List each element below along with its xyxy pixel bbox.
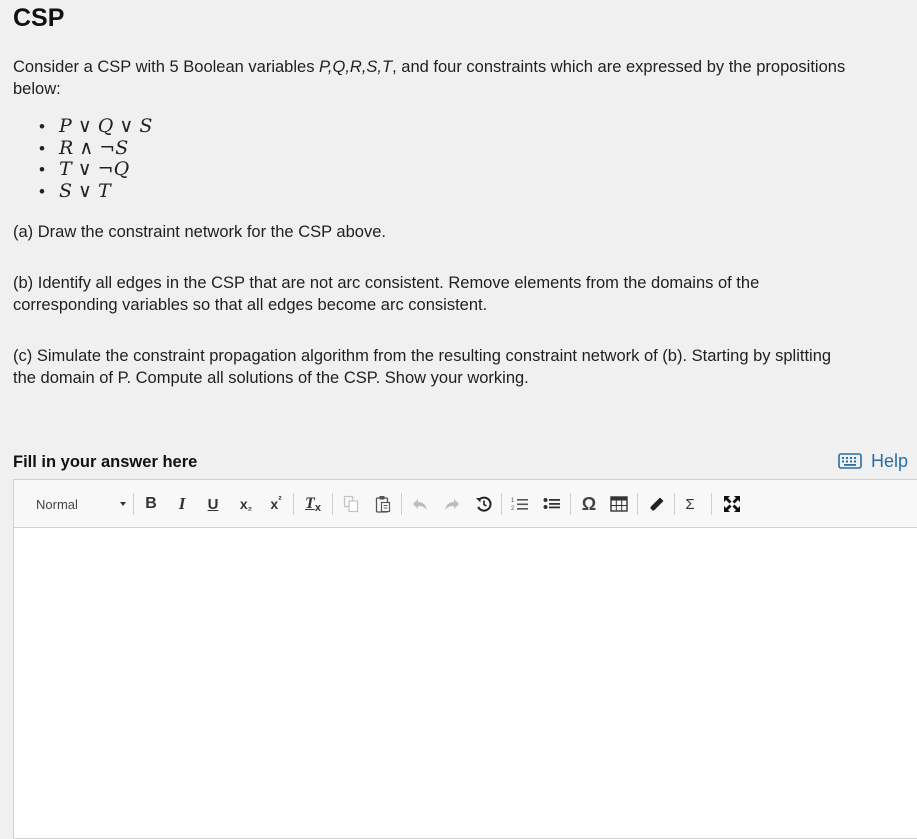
constraint-expression: T ∨ ¬Q: [59, 158, 130, 180]
paste-icon: [375, 495, 391, 513]
svg-text:2: 2: [511, 506, 515, 512]
table-button[interactable]: [608, 492, 630, 516]
bullet-icon: •: [39, 117, 45, 136]
paragraph-format-value: Normal: [36, 496, 78, 512]
numbered-list-icon: [511, 496, 529, 512]
bullet-icon: •: [39, 138, 45, 158]
bold-button[interactable]: [142, 492, 160, 516]
underline-label: U: [207, 495, 219, 513]
help-label: Help: [871, 450, 909, 471]
toolbar-separator: [674, 493, 675, 515]
table-icon: [610, 496, 628, 512]
answer-label: Fill in your answer here: [13, 453, 198, 471]
svg-text:1: 1: [511, 498, 515, 504]
intro-line-1: [13, 56, 917, 78]
part-b-line-2: corresponding variables so that all edges become arc consistent.: [13, 296, 488, 314]
pencil-icon: [649, 496, 665, 512]
constraint-item: [37, 116, 152, 138]
question-part-b: [13, 272, 917, 316]
answer-text-area[interactable]: [14, 528, 917, 838]
superscript-mark: ²: [278, 494, 282, 506]
superscript-label: x: [270, 496, 279, 512]
math-button[interactable]: [680, 492, 700, 516]
question-part-c: [13, 345, 917, 389]
special-character-label: Ω: [581, 493, 597, 514]
redo-icon: [443, 497, 461, 511]
subscript-button[interactable]: [235, 492, 257, 516]
subscript-mark: ₂: [247, 501, 253, 513]
maximize-button[interactable]: [721, 492, 743, 516]
toolbar-separator: [133, 493, 134, 515]
maximize-icon: [723, 495, 741, 513]
bold-label: B: [145, 495, 157, 512]
constraint-item: [37, 159, 152, 181]
toolbar-separator: [501, 493, 502, 515]
remove-format-label: T: [305, 495, 315, 512]
chevron-down-icon: [120, 502, 126, 506]
copy-icon: [343, 495, 359, 513]
part-c-line-1: (c) Simulate the constraint propagation algorithm from the resulting constraint network of (b). Starting by splitting: [13, 347, 832, 365]
bulleted-list-button[interactable]: [541, 492, 563, 516]
intro-variables: P,Q,R,S,T: [319, 58, 393, 76]
bullet-icon: •: [39, 181, 45, 201]
intro-text-before: Consider a CSP with 5 Boolean variables: [13, 58, 320, 76]
toolbar-separator: [401, 493, 402, 515]
toolbar-separator: [293, 493, 294, 515]
remove-format-mark: x: [314, 502, 321, 514]
intro-text-after: , and four constraints which are expressed by the propositions: [392, 58, 846, 76]
bulleted-list-icon: [543, 496, 561, 512]
paragraph-format-select[interactable]: [22, 492, 126, 516]
constraint-expression: S ∨ T: [59, 179, 111, 202]
toolbar-separator: [332, 493, 333, 515]
draw-button[interactable]: [647, 492, 667, 516]
constraint-expression: P ∨ Q ∨ S: [59, 115, 153, 137]
toolbar-separator: [637, 493, 638, 515]
keyboard-icon: [838, 453, 862, 469]
bullet-icon: •: [39, 160, 45, 179]
subscript-label: x: [239, 496, 248, 512]
history-icon: [475, 495, 493, 513]
question-intro: [13, 56, 917, 100]
intro-line-2: below:: [13, 80, 61, 98]
remove-format-button[interactable]: [301, 492, 325, 516]
constraint-item: [37, 138, 152, 160]
undo-button[interactable]: [410, 492, 430, 516]
toolbar-separator: [711, 493, 712, 515]
italic-button[interactable]: [173, 492, 191, 516]
constraint-list: [37, 116, 152, 202]
undo-icon: [411, 497, 429, 511]
italic-label: I: [178, 494, 186, 513]
redo-button[interactable]: [442, 492, 462, 516]
question-part-a: (a) Draw the constraint network for the CSP above.: [13, 223, 386, 241]
math-label: Σ: [685, 495, 695, 513]
part-c-line-2: the domain of P. Compute all solutions of the CSP. Show your working.: [13, 369, 529, 387]
answer-editor: [13, 479, 917, 839]
question-title: CSP: [13, 4, 65, 32]
part-b-line-1: (b) Identify all edges in the CSP that are not arc consistent. Remove elements from the domains of the: [13, 274, 760, 292]
underline-button[interactable]: [204, 492, 222, 516]
special-character-button[interactable]: [578, 492, 600, 516]
paste-button[interactable]: [372, 492, 394, 516]
history-button[interactable]: [474, 492, 494, 516]
constraint-item: [37, 181, 152, 203]
numbered-list-button[interactable]: [509, 492, 531, 516]
toolbar-separator: [570, 493, 571, 515]
editor-toolbar: [14, 480, 917, 528]
constraint-expression: R ∧ ¬S: [59, 136, 129, 159]
superscript-button[interactable]: [265, 492, 287, 516]
copy-button[interactable]: [340, 492, 362, 516]
help-link[interactable]: [838, 449, 908, 473]
